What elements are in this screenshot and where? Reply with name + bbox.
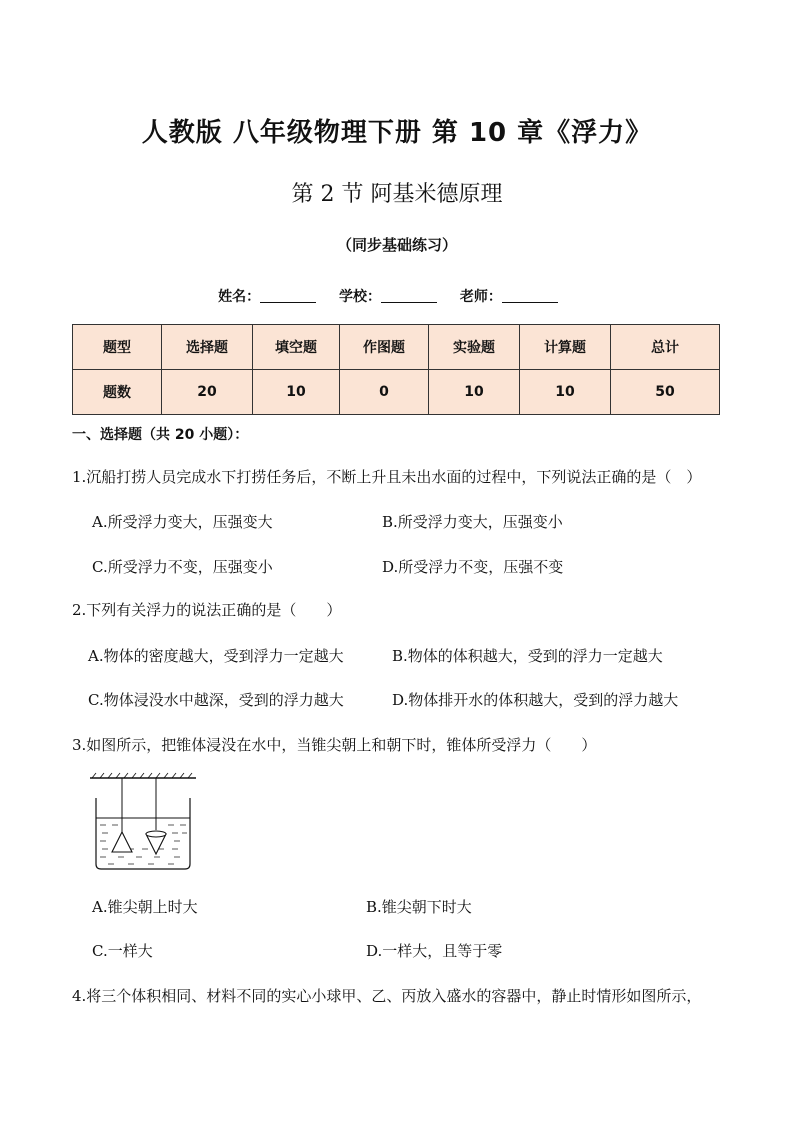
name-label: 姓名：	[218, 289, 261, 305]
table-cell: 10	[520, 370, 611, 415]
table-cell: 填空题	[253, 325, 340, 370]
question-3-option-b[interactable]: B.锥尖朝下时大	[366, 898, 472, 916]
question-2-stem: 2.下列有关浮力的说法正确的是（ ）	[72, 601, 342, 619]
question-1-option-a[interactable]: A.所受浮力变大，压强变大	[92, 513, 273, 531]
question-3-option-d[interactable]: D.一样大，且等于零	[366, 942, 503, 960]
question-3-option-c[interactable]: C.一样大	[92, 942, 153, 960]
table-cell: 作图题	[340, 325, 429, 370]
question-2-option-a[interactable]: A.物体的密度越大，受到浮力一定越大	[88, 647, 344, 665]
name-blank[interactable]	[260, 288, 316, 303]
student-info-line	[0, 286, 794, 306]
question-3-stem: 3.如图所示，把锥体浸没在水中，当锥尖朝上和朝下时，锥体所受浮力（ ）	[72, 736, 597, 754]
table-cell: 10	[253, 370, 340, 415]
question-1-option-d[interactable]: D.所受浮力不变，压强不变	[382, 558, 564, 576]
school-blank[interactable]	[381, 288, 437, 303]
table-cell: 计算题	[520, 325, 611, 370]
question-3-option-a[interactable]: A.锥尖朝上时大	[92, 898, 198, 916]
table-cell: 题型	[73, 325, 162, 370]
page-title: 人教版 八年级物理下册 第 10 章《浮力》	[141, 118, 653, 148]
question-1-option-b[interactable]: B.所受浮力变大，压强变小	[382, 513, 563, 531]
table-cell: 50	[611, 370, 720, 415]
table-cell: 0	[340, 370, 429, 415]
question-4-stem: 4.将三个体积相同、材料不同的实心小球甲、乙、丙放入盛水的容器中，静止时情形如图所示，	[72, 987, 702, 1005]
school-label: 学校：	[339, 289, 381, 305]
teacher-label: 老师：	[459, 289, 502, 305]
table-cell: 题数	[73, 370, 162, 415]
teacher-blank[interactable]	[502, 288, 558, 303]
table-cell: 选择题	[162, 325, 253, 370]
table-cell: 实验题	[429, 325, 520, 370]
question-2-option-d[interactable]: D.物体排开水的体积越大，受到的浮力越大	[392, 691, 679, 709]
table-cell: 10	[429, 370, 520, 415]
table-cell: 总计	[611, 325, 720, 370]
table-header-row	[73, 325, 720, 370]
question-1-option-c[interactable]: C.所受浮力不变，压强变小	[92, 558, 273, 576]
question-2-option-b[interactable]: B.物体的体积越大，受到的浮力一定越大	[392, 647, 663, 665]
practice-label: （同步基础练习）	[336, 236, 457, 254]
question-summary-table	[72, 324, 720, 415]
section-subtitle: 第 2 节 阿基米德原理	[291, 182, 503, 207]
question-1-stem: 1.沉船打捞人员完成水下打捞任务后，不断上升且未出水面的过程中，下列说法正确的是（ ）	[72, 468, 702, 486]
section-heading: 一、选择题（共 20 小题）：	[72, 427, 249, 443]
table-cell: 20	[162, 370, 253, 415]
table-row	[73, 370, 720, 415]
cone-in-water-figure	[88, 772, 198, 872]
question-2-option-c[interactable]: C.物体浸没水中越深，受到的浮力越大	[88, 691, 344, 709]
